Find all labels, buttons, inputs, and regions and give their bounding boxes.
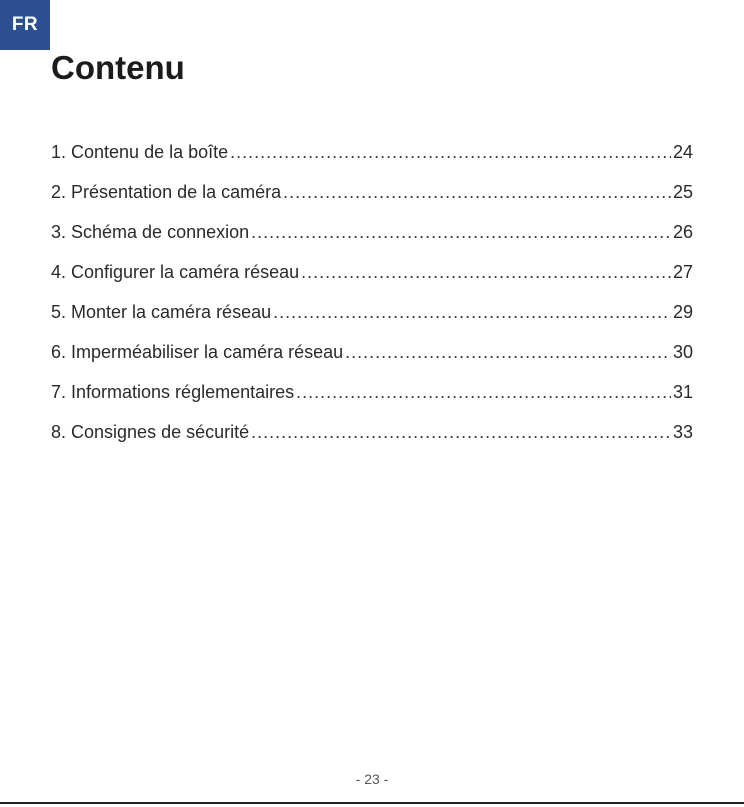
toc-entry[interactable] (51, 182, 693, 222)
toc-entry-label: 5. Monter la caméra réseau (51, 302, 272, 322)
toc-entry-label: 2. Présentation de la caméra (51, 182, 282, 202)
toc-leader-dots (296, 382, 671, 403)
toc-leader-dots (273, 302, 671, 323)
toc-leader-dots (251, 422, 671, 443)
toc-entry[interactable] (51, 302, 693, 342)
toc-entry[interactable] (51, 262, 693, 302)
toc-entry-page: 31 (672, 382, 693, 402)
toc-entry-page: 25 (672, 182, 693, 202)
toc-entry-page: 33 (672, 422, 693, 442)
language-badge: FR (0, 0, 50, 50)
toc-entry-page: 26 (672, 222, 693, 242)
toc-entry-label: 1. Contenu de la boîte (51, 142, 229, 162)
toc-entry[interactable] (51, 342, 693, 382)
toc-entry-page: 27 (672, 262, 693, 282)
toc-entry-label: 8. Consignes de sécurité (51, 422, 250, 442)
toc-leader-dots (251, 222, 671, 243)
toc-leader-dots (301, 262, 671, 283)
toc-entry-label: 7. Informations réglementaires (51, 382, 295, 402)
toc-entry-page: 30 (672, 342, 693, 362)
toc-entry[interactable] (51, 142, 693, 182)
toc-leader-dots (345, 342, 671, 363)
page-number: - 23 - (355, 771, 389, 787)
toc-entry[interactable] (51, 222, 693, 262)
toc-leader-dots (230, 142, 671, 163)
toc-entry[interactable] (51, 382, 693, 422)
toc-entry-label: 3. Schéma de connexion (51, 222, 250, 242)
table-of-contents (51, 142, 693, 462)
toc-leader-dots (283, 182, 671, 203)
toc-entry-label: 4. Configurer la caméra réseau (51, 262, 300, 282)
toc-entry-page: 24 (672, 142, 693, 162)
toc-entry-page: 29 (672, 302, 693, 322)
page-title: Contenu (51, 49, 185, 86)
toc-entry-label: 6. Imperméabiliser la caméra réseau (51, 342, 344, 362)
bottom-divider (0, 802, 744, 804)
toc-entry[interactable] (51, 422, 693, 462)
